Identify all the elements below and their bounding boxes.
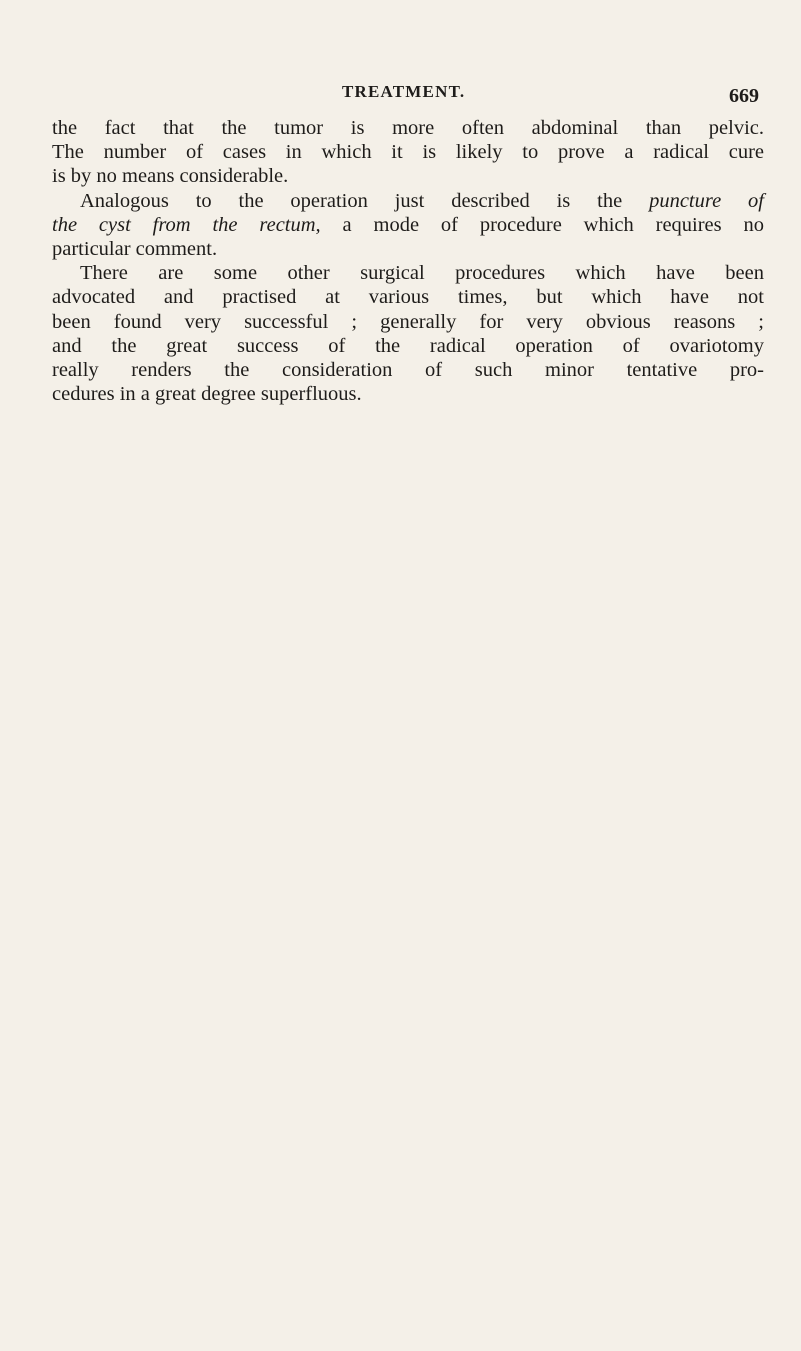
body-text — [52, 116, 764, 406]
page-number: 669 — [729, 85, 759, 107]
text-line: the fact that the tumor is more often abdominal than pelvic. — [52, 117, 764, 139]
text-line: really renders the consideration of such minor tentative pro- — [52, 359, 764, 382]
text-line: cedures in a great degree superfluous. — [52, 383, 362, 406]
text-line: There are some other surgical procedures which have been — [80, 262, 764, 285]
text-line: The number of cases in which it is likely to prove a radical cure — [52, 141, 764, 164]
paragraph-1 — [52, 116, 764, 189]
text-line: is by no means considerable. — [52, 165, 289, 188]
italic-phrase: the cyst from the rectum, — [52, 213, 321, 236]
text-run: Analogous to the operation just described is the — [80, 189, 650, 212]
text-line: particular comment. — [52, 238, 218, 261]
text-line: and the great success of the radical operation of ovariotomy — [52, 334, 764, 357]
running-head-title: TREATMENT. — [342, 82, 466, 101]
text-run: a mode of procedure which requires no — [320, 213, 765, 236]
italic-phrase: puncture of — [649, 189, 764, 212]
text-line — [52, 189, 764, 213]
paragraph-2 — [52, 189, 764, 262]
text-line: been found very successful ; generally for very obvious reasons ; — [52, 310, 764, 333]
text-line — [52, 213, 764, 237]
text-line: advocated and practised at various times, but which have not — [52, 286, 764, 309]
running-head — [52, 82, 764, 112]
paragraph-3 — [52, 261, 764, 406]
